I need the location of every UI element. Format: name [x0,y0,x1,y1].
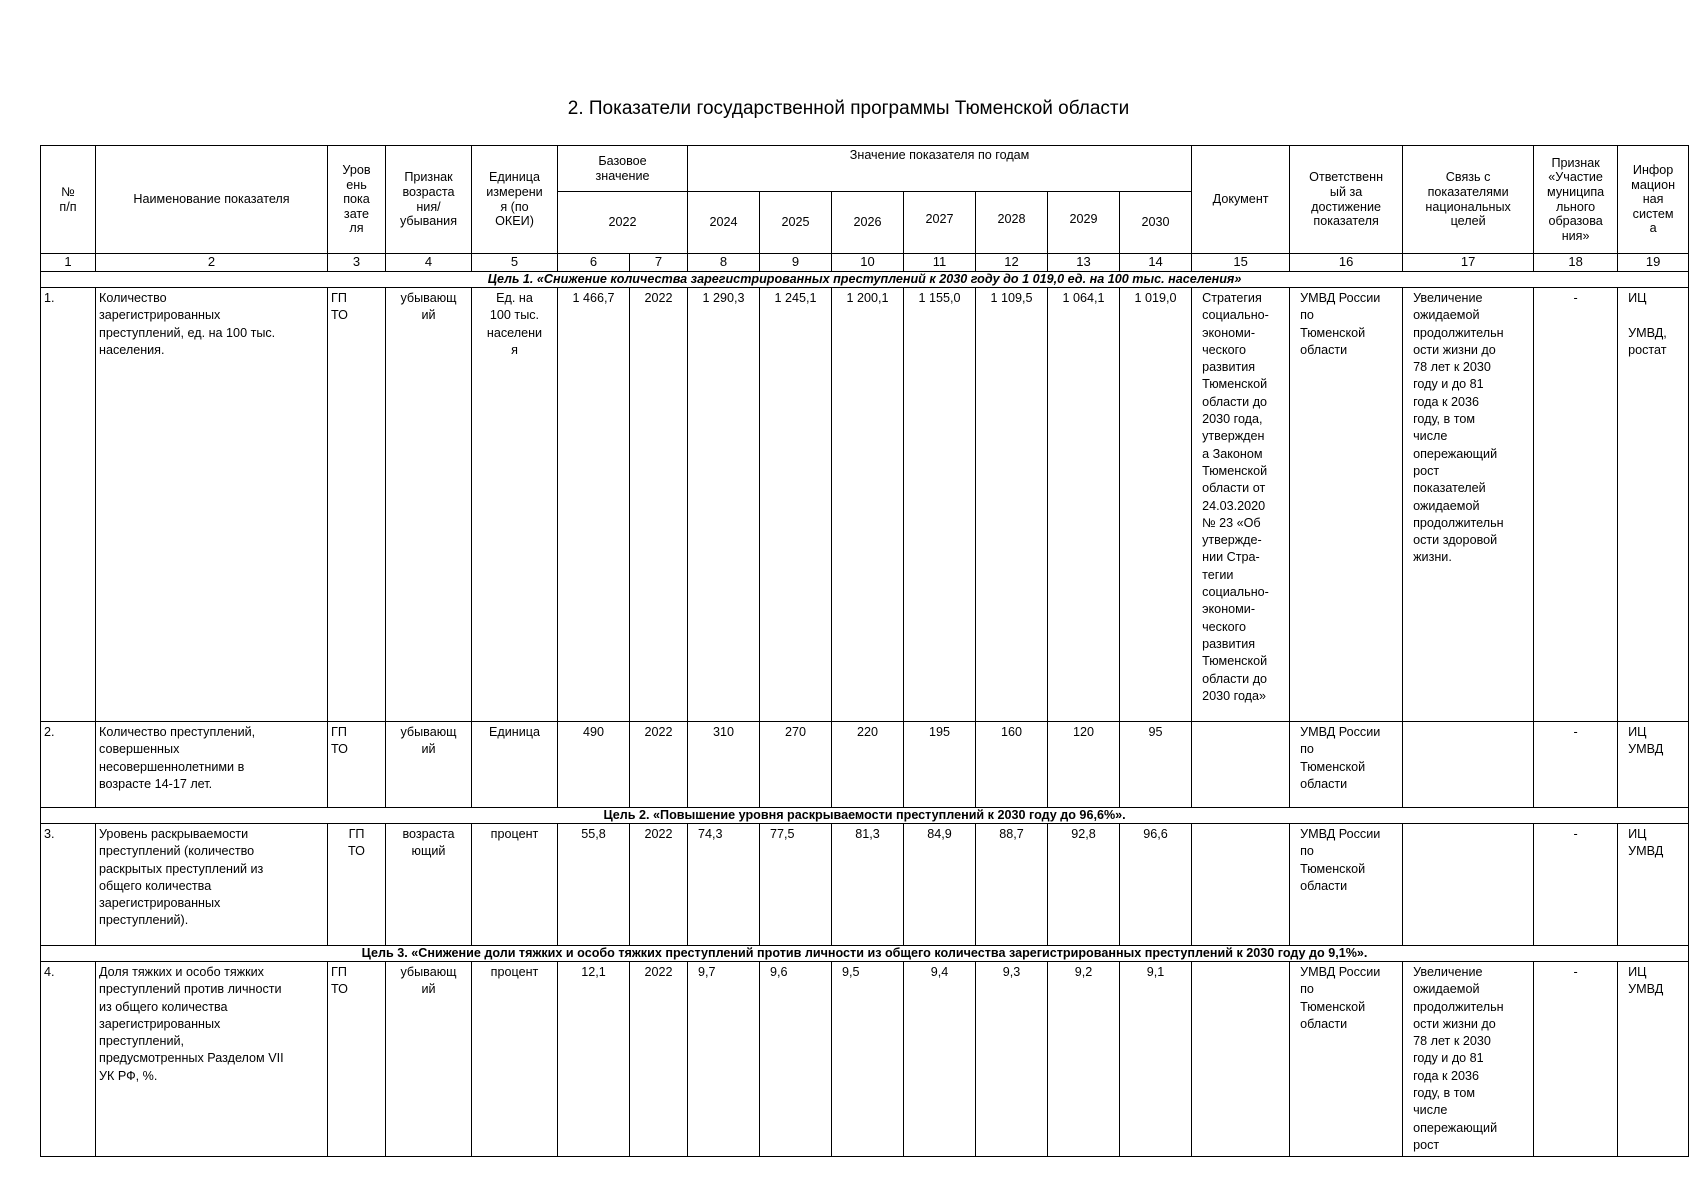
indicator-name: Количество зарегистрированных преступлений, ед. на 100 тыс. населения. [96,288,328,722]
year-value: 9,3 [976,962,1048,1157]
municipal-flag: - [1534,962,1618,1157]
table-row [41,962,1689,1157]
year-value: 74,3 [688,824,760,946]
column-number: 5 [472,254,558,272]
column-number: 11 [904,254,976,272]
column-number: 6 [558,254,630,272]
year-value: 1 200,1 [832,288,904,722]
row-number: 3. [41,824,96,946]
indicator-unit: процент [472,962,558,1157]
goal-title: Цель 1. «Снижение количества зарегистрированных преступлений к 2030 году до 1 019,0 ед. на 100 тыс. населения» [41,272,1689,288]
indicators-table [40,145,1689,1157]
table-row [41,288,1689,722]
year-value: 9,7 [688,962,760,1157]
col-year-header: 2024 [688,192,760,254]
municipal-flag: - [1534,722,1618,808]
year-value: 9,1 [1120,962,1192,1157]
indicator-unit: процент [472,824,558,946]
column-number: 9 [760,254,832,272]
col-level-header: Уров ень пока зате ля [328,146,386,254]
document-cell [1192,962,1290,1157]
column-number: 10 [832,254,904,272]
col-year-header: 2026 [832,192,904,254]
year-value: 1 155,0 [904,288,976,722]
year-value: 84,9 [904,824,976,946]
column-numbers-row [41,254,1689,272]
indicator-name: Уровень раскрываемости преступлений (количество раскрытых преступлений из общего количества зарегистрированных преступлений). [96,824,328,946]
document-cell [1192,824,1290,946]
table-row [41,722,1689,808]
year-value: 92,8 [1048,824,1120,946]
column-number: 12 [976,254,1048,272]
column-number: 16 [1290,254,1403,272]
table-row [41,824,1689,946]
municipal-flag: - [1534,824,1618,946]
municipal-flag: - [1534,288,1618,722]
year-value: 9,4 [904,962,976,1157]
year-value: 9,5 [832,962,904,1157]
row-number: 2. [41,722,96,808]
year-value: 77,5 [760,824,832,946]
col-no-header: № п/п [41,146,96,254]
col-name-header: Наименование показателя [96,146,328,254]
row-number: 4. [41,962,96,1157]
header-row [41,146,1689,192]
col-year-header: 2025 [760,192,832,254]
year-value: 1 064,1 [1048,288,1120,722]
base-year: 2022 [630,288,688,722]
col-years-header: Значение показателя по годам [688,146,1192,192]
col-base-header: Базовое значение [558,146,688,192]
column-number: 15 [1192,254,1290,272]
year-value: 160 [976,722,1048,808]
year-value: 81,3 [832,824,904,946]
base-year: 2022 [630,962,688,1157]
year-value: 1 290,3 [688,288,760,722]
year-value: 1 109,5 [976,288,1048,722]
indicator-level: ГП ТО [328,962,386,1157]
goal-row [41,272,1689,288]
col-info-header: Инфор мацион ная систем а [1618,146,1689,254]
indicator-level: ГП ТО [328,722,386,808]
info-system: ИЦ УМВД [1618,722,1689,808]
page-title: 2. Показатели государственной программы Тюменской области [567,98,1130,119]
col-responsible-header: Ответственн ый за достижение показателя [1290,146,1403,254]
year-value: 120 [1048,722,1120,808]
info-system: ИЦ УМВД [1618,824,1689,946]
column-number: 17 [1403,254,1534,272]
year-value: 220 [832,722,904,808]
column-number: 19 [1618,254,1689,272]
document-cell [1192,722,1290,808]
col-year-header: 2028 [976,192,1048,254]
col-municipal-header: Признак «Участие муниципа льного образова ния» [1534,146,1618,254]
base-year: 2022 [630,722,688,808]
national-goals-link [1403,722,1534,808]
indicator-name: Доля тяжких и особо тяжких преступлений против личности из общего количества зарегистрированных преступлений, предусмотренных Разделом VII УК РФ, %. [96,962,328,1157]
info-system: ИЦ УМВД [1618,962,1689,1157]
indicator-sign: убывающ ий [386,962,472,1157]
info-system: ИЦ УМВД, ростат [1618,288,1689,722]
year-value: 270 [760,722,832,808]
responsible-cell: УМВД России по Тюменской области [1290,722,1403,808]
indicator-level: ГП ТО [328,288,386,722]
indicator-unit: Единица [472,722,558,808]
col-unit-header: Единица измерени я (по ОКЕИ) [472,146,558,254]
col-year-header: 2030 [1120,192,1192,254]
goal-row [41,808,1689,824]
goal-title: Цель 2. «Повышение уровня раскрываемости преступлений к 2030 году до 96,6%». [41,808,1689,824]
col-link-header: Связь с показателями национальных целей [1403,146,1534,254]
indicator-sign: возраста ющий [386,824,472,946]
column-number: 13 [1048,254,1120,272]
column-number: 2 [96,254,328,272]
year-value: 88,7 [976,824,1048,946]
year-value: 96,6 [1120,824,1192,946]
column-number: 4 [386,254,472,272]
goal-title: Цель 3. «Снижение доли тяжких и особо тяжких преступлений против личности из общего количества зарегистрированных преступлений к 2030 году до 9,1%». [41,946,1689,962]
column-number: 14 [1120,254,1192,272]
year-value: 310 [688,722,760,808]
year-value: 9,6 [760,962,832,1157]
year-value: 1 245,1 [760,288,832,722]
national-goals-link [1403,824,1534,946]
base-year: 2022 [630,824,688,946]
responsible-cell: УМВД России по Тюменской области [1290,824,1403,946]
goal-row [41,946,1689,962]
base-value: 12,1 [558,962,630,1157]
year-value: 1 019,0 [1120,288,1192,722]
national-goals-link: Увеличение ожидаемой продолжительн ости жизни до 78 лет к 2030 году и до 81 года к 2036 году, в том числе опережающий рост [1403,962,1534,1157]
column-number: 1 [41,254,96,272]
row-number: 1. [41,288,96,722]
column-number: 18 [1534,254,1618,272]
base-value: 490 [558,722,630,808]
year-value: 9,2 [1048,962,1120,1157]
base-value: 1 466,7 [558,288,630,722]
responsible-cell: УМВД России по Тюменской области [1290,962,1403,1157]
indicator-level: ГП ТО [328,824,386,946]
responsible-cell: УМВД России по Тюменской области [1290,288,1403,722]
national-goals-link: Увеличение ожидаемой продолжительн ости жизни до 78 лет к 2030 году и до 81 года к 2036 году, в том числе опережающий рост показателей ожидаемой продолжительн ости здоровой жизни. [1403,288,1534,722]
column-number: 7 [630,254,688,272]
year-value: 195 [904,722,976,808]
indicator-sign: убывающ ий [386,288,472,722]
column-number: 3 [328,254,386,272]
column-number: 8 [688,254,760,272]
indicator-name: Количество преступлений, совершенных несовершеннолетними в возрасте 14-17 лет. [96,722,328,808]
col-document-header: Документ [1192,146,1290,254]
year-value: 95 [1120,722,1192,808]
indicator-unit: Ед. на 100 тыс. населени я [472,288,558,722]
col-year-header: 2029 [1048,192,1120,254]
col-sign-header: Признак возраста ния/ убывания [386,146,472,254]
col-year-header: 2027 [904,192,976,254]
base-value: 55,8 [558,824,630,946]
indicator-sign: убывающ ий [386,722,472,808]
document-cell: Стратегия социально- экономи- ческого развития Тюменской области до 2030 года, утвержден а Законом Тюменской области от 24.03.2020 № 23 «Об утвержде- нии Стра- тегии социально- экономи- ческого развития Тюменской области до 2030 года» [1192,288,1290,722]
col-base-year-header: 2022 [558,192,688,254]
